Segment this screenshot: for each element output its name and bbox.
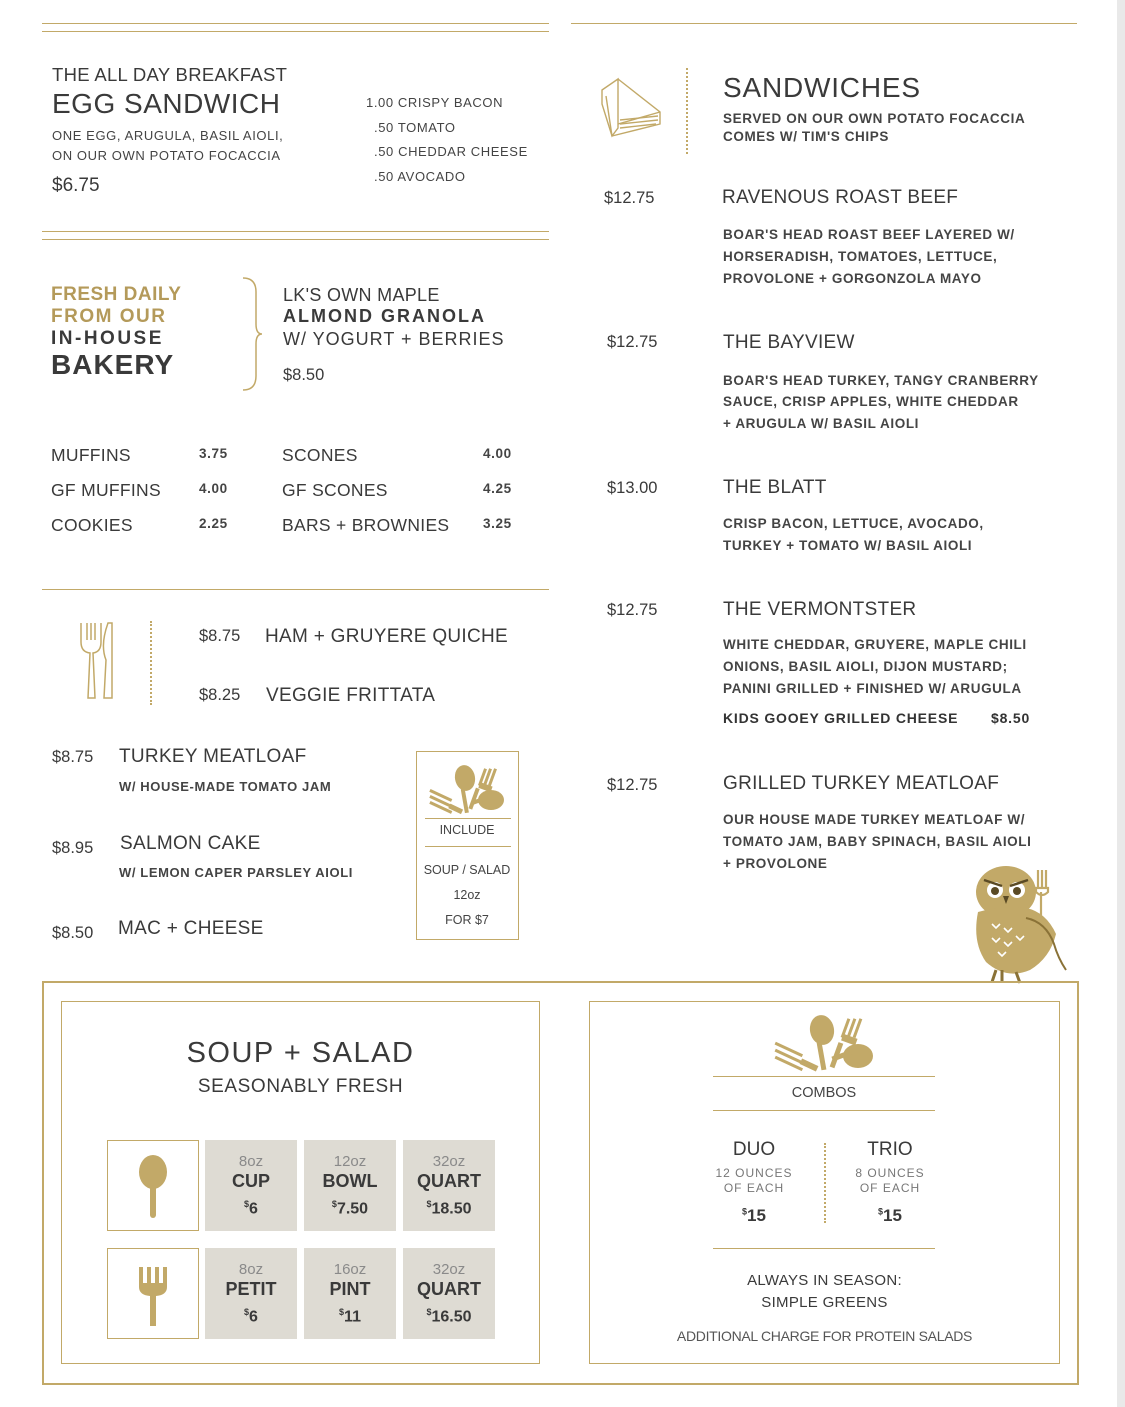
owl-icon	[968, 862, 1070, 986]
divider	[42, 231, 549, 232]
sandwich-desc: WHITE CHEDDAR, GRUYERE, MAPLE CHILI	[723, 637, 1027, 652]
sandwich-desc: TURKEY + TOMATO W/ BASIL AIOLI	[723, 538, 973, 553]
bakery-item-price: 4.25	[483, 481, 512, 496]
divider	[425, 818, 511, 819]
breakfast-desc: ON OUR OWN POTATO FOCACCIA	[52, 148, 281, 163]
include-label: INCLUDE	[439, 823, 495, 837]
include-line: FOR $7	[445, 913, 489, 927]
spoon-tile	[107, 1140, 199, 1231]
size-name: PINT	[329, 1279, 371, 1299]
salad-size-tile	[403, 1248, 495, 1339]
size-price: $6	[244, 1199, 258, 1218]
granola-line: ALMOND GRANOLA	[283, 306, 486, 326]
size-name: QUART	[417, 1171, 481, 1191]
bakery-item-name: SCONES	[282, 445, 358, 465]
dotted-divider	[150, 621, 152, 705]
size-price: $16.50	[426, 1307, 472, 1326]
sandwich-desc: PANINI GRILLED + FINISHED W/ ARUGULA	[723, 681, 1022, 696]
entree-price: $8.50	[52, 924, 94, 942]
size-price: $7.50	[331, 1199, 369, 1218]
bakery-heading: FRESH DAILY	[51, 284, 182, 305]
soup-size-tile	[403, 1140, 495, 1231]
breakfast-title: EGG SANDWICH	[52, 88, 281, 119]
duo-line: 12 OUNCES	[715, 1166, 793, 1180]
sandwich-price: $12.75	[607, 601, 658, 619]
size-price: $18.50	[426, 1199, 472, 1218]
size-oz: 8oz	[238, 1153, 264, 1170]
bakery-item-name: MUFFINS	[51, 445, 131, 465]
breakfast-price: $6.75	[52, 175, 100, 196]
always-line: SIMPLE GREENS	[761, 1294, 888, 1311]
sandwich-desc: ONIONS, BASIL AIOLI, DIJON MUSTARD;	[723, 659, 1008, 674]
dotted-divider	[824, 1143, 826, 1223]
addon-item: .50 CHEDDAR CHEESE	[374, 144, 528, 159]
bakery-item-name: GF SCONES	[282, 480, 388, 500]
trio-line: 8 OUNCES	[855, 1166, 925, 1180]
entree-desc: W/ HOUSE-MADE TOMATO JAM	[119, 779, 332, 794]
divider	[713, 1110, 935, 1111]
entree-name: TURKEY MEATLOAF	[119, 746, 307, 767]
bakery-item-price: 4.00	[199, 481, 228, 496]
trio-line: OF EACH	[859, 1181, 921, 1195]
granola-line: LK'S OWN MAPLE	[283, 285, 440, 305]
sandwich-desc: + PROVOLONE	[723, 856, 828, 871]
divider	[42, 589, 549, 590]
soup-size-tile	[304, 1140, 396, 1231]
include-box	[416, 751, 519, 940]
size-oz: 12oz	[333, 1153, 367, 1170]
size-oz: 32oz	[432, 1261, 466, 1278]
sandwich-desc: TOMATO JAM, BABY SPINACH, BASIL AIOLI	[723, 834, 1032, 849]
size-oz: 16oz	[333, 1261, 367, 1278]
sandwich-name: THE BAYVIEW	[723, 332, 855, 353]
sandwich-desc: HORSERADISH, TOMATOES, LETTUCE,	[723, 249, 998, 264]
duo-line: OF EACH	[723, 1181, 785, 1195]
sandwich-name: THE BLATT	[723, 477, 827, 498]
utensils-icon	[425, 762, 511, 818]
brace-icon	[240, 276, 264, 392]
sandwich-desc: PROVOLONE + GORGONZOLA MAYO	[723, 271, 982, 286]
bakery-item-price: 3.75	[199, 446, 228, 461]
fork-knife-icon	[78, 620, 118, 700]
trio-name: TRIO	[867, 1139, 913, 1160]
addon-item: .50 TOMATO	[374, 120, 456, 135]
size-name: PETIT	[225, 1279, 277, 1299]
salad-size-tile	[205, 1248, 297, 1339]
size-name: QUART	[417, 1279, 481, 1299]
sandwich-desc: BOAR'S HEAD TURKEY, TANGY CRANBERRY	[723, 373, 1039, 388]
bakery-item-price: 2.25	[199, 516, 228, 531]
sandwich-desc: OUR HOUSE MADE TURKEY MEATLOAF W/	[723, 812, 1026, 827]
sandwich-desc: SAUCE, CRISP APPLES, WHITE CHEDDAR	[723, 394, 1019, 409]
entree-name: SALMON CAKE	[120, 833, 261, 854]
sandwich-price: $12.75	[607, 333, 658, 351]
entree-price: $8.95	[52, 839, 94, 857]
entree-desc: W/ LEMON CAPER PARSLEY AIOLI	[119, 865, 353, 880]
fork-icon	[136, 1263, 172, 1327]
include-line: SOUP / SALAD	[423, 863, 511, 877]
page-edge	[1117, 0, 1125, 1407]
size-oz: 8oz	[238, 1261, 264, 1278]
trio-price: $15	[878, 1206, 902, 1225]
sandwich-desc: + ARUGULA W/ BASIL AIOLI	[723, 416, 920, 431]
quiche-name: VEGGIE FRITTATA	[266, 685, 436, 706]
sandwiches-sub: SERVED ON OUR OWN POTATO FOCACCIA	[723, 111, 1026, 126]
salad-size-tile	[304, 1248, 396, 1339]
soup-size-tile	[205, 1140, 297, 1231]
utensils-icon	[772, 1014, 882, 1076]
bakery-item-price: 4.00	[483, 446, 512, 461]
sandwich-icon	[598, 76, 664, 140]
breakfast-desc: ONE EGG, ARUGULA, BASIL AIOLI,	[52, 128, 284, 143]
quiche-name: HAM + GRUYERE QUICHE	[265, 626, 509, 647]
always-line: ALWAYS IN SEASON:	[747, 1272, 902, 1289]
bakery-item-name: BARS + BROWNIES	[282, 515, 450, 535]
breakfast-kicker: THE ALL DAY BREAKFAST	[52, 64, 288, 85]
granola-line: W/ YOGURT + BERRIES	[283, 329, 505, 349]
size-price: $6	[244, 1307, 258, 1326]
sandwich-name: THE VERMONTSTER	[723, 599, 917, 620]
sandwich-desc: BOAR'S HEAD ROAST BEEF LAYERED W/	[723, 227, 1015, 242]
bakery-heading: FROM OUR	[51, 306, 167, 327]
duo-price: $15	[742, 1206, 766, 1225]
soup-subtitle: SEASONABLY FRESH	[197, 1076, 404, 1097]
include-line: 12oz	[453, 888, 481, 902]
combos-label: COMBOS	[791, 1085, 857, 1101]
sandwich-desc: CRISP BACON, LETTUCE, AVOCADO,	[723, 516, 984, 531]
sandwich-price: $12.75	[604, 189, 655, 207]
fork-tile	[107, 1248, 199, 1339]
sandwich-price: $13.00	[607, 479, 658, 497]
bakery-heading: IN-HOUSE	[51, 328, 164, 349]
size-name: CUP	[231, 1171, 270, 1191]
divider	[713, 1076, 935, 1077]
duo-name: DUO	[732, 1139, 776, 1160]
kids-price: $8.50	[991, 710, 1031, 726]
size-name: BOWL	[322, 1171, 378, 1191]
sandwich-name: RAVENOUS ROAST BEEF	[722, 187, 959, 208]
soup-title: SOUP + SALAD	[186, 1037, 415, 1069]
addon-item: .50 AVOCADO	[374, 169, 466, 184]
entree-name: MAC + CHEESE	[118, 918, 264, 939]
size-oz: 32oz	[432, 1153, 466, 1170]
kids-name: KIDS GOOEY GRILLED CHEESE	[723, 710, 959, 726]
addon-item: 1.00 CRISPY BACON	[366, 95, 504, 110]
granola-price: $8.50	[283, 366, 325, 384]
bakery-item-price: 3.25	[483, 516, 512, 531]
divider	[425, 846, 511, 847]
sandwich-price: $12.75	[607, 776, 658, 794]
dotted-divider	[686, 68, 688, 154]
divider	[42, 23, 549, 24]
divider	[42, 31, 549, 32]
quiche-price: $8.75	[199, 627, 241, 645]
divider	[713, 1248, 935, 1249]
bakery-item-name: COOKIES	[51, 515, 133, 535]
quiche-price: $8.25	[199, 686, 241, 704]
sandwiches-title: SANDWICHES	[723, 72, 921, 103]
bakery-heading: BAKERY	[51, 349, 175, 380]
sandwich-name: GRILLED TURKEY MEATLOAF	[723, 773, 1000, 794]
divider	[42, 239, 549, 240]
sandwiches-sub: COMES W/ TIM'S CHIPS	[723, 129, 889, 144]
entree-price: $8.75	[52, 748, 94, 766]
size-price: $11	[339, 1307, 361, 1326]
bakery-item-name: GF MUFFINS	[51, 480, 161, 500]
spoon-icon	[133, 1155, 173, 1219]
protein-note: ADDITIONAL CHARGE FOR PROTEIN SALADS	[676, 1328, 973, 1344]
divider	[571, 23, 1077, 24]
